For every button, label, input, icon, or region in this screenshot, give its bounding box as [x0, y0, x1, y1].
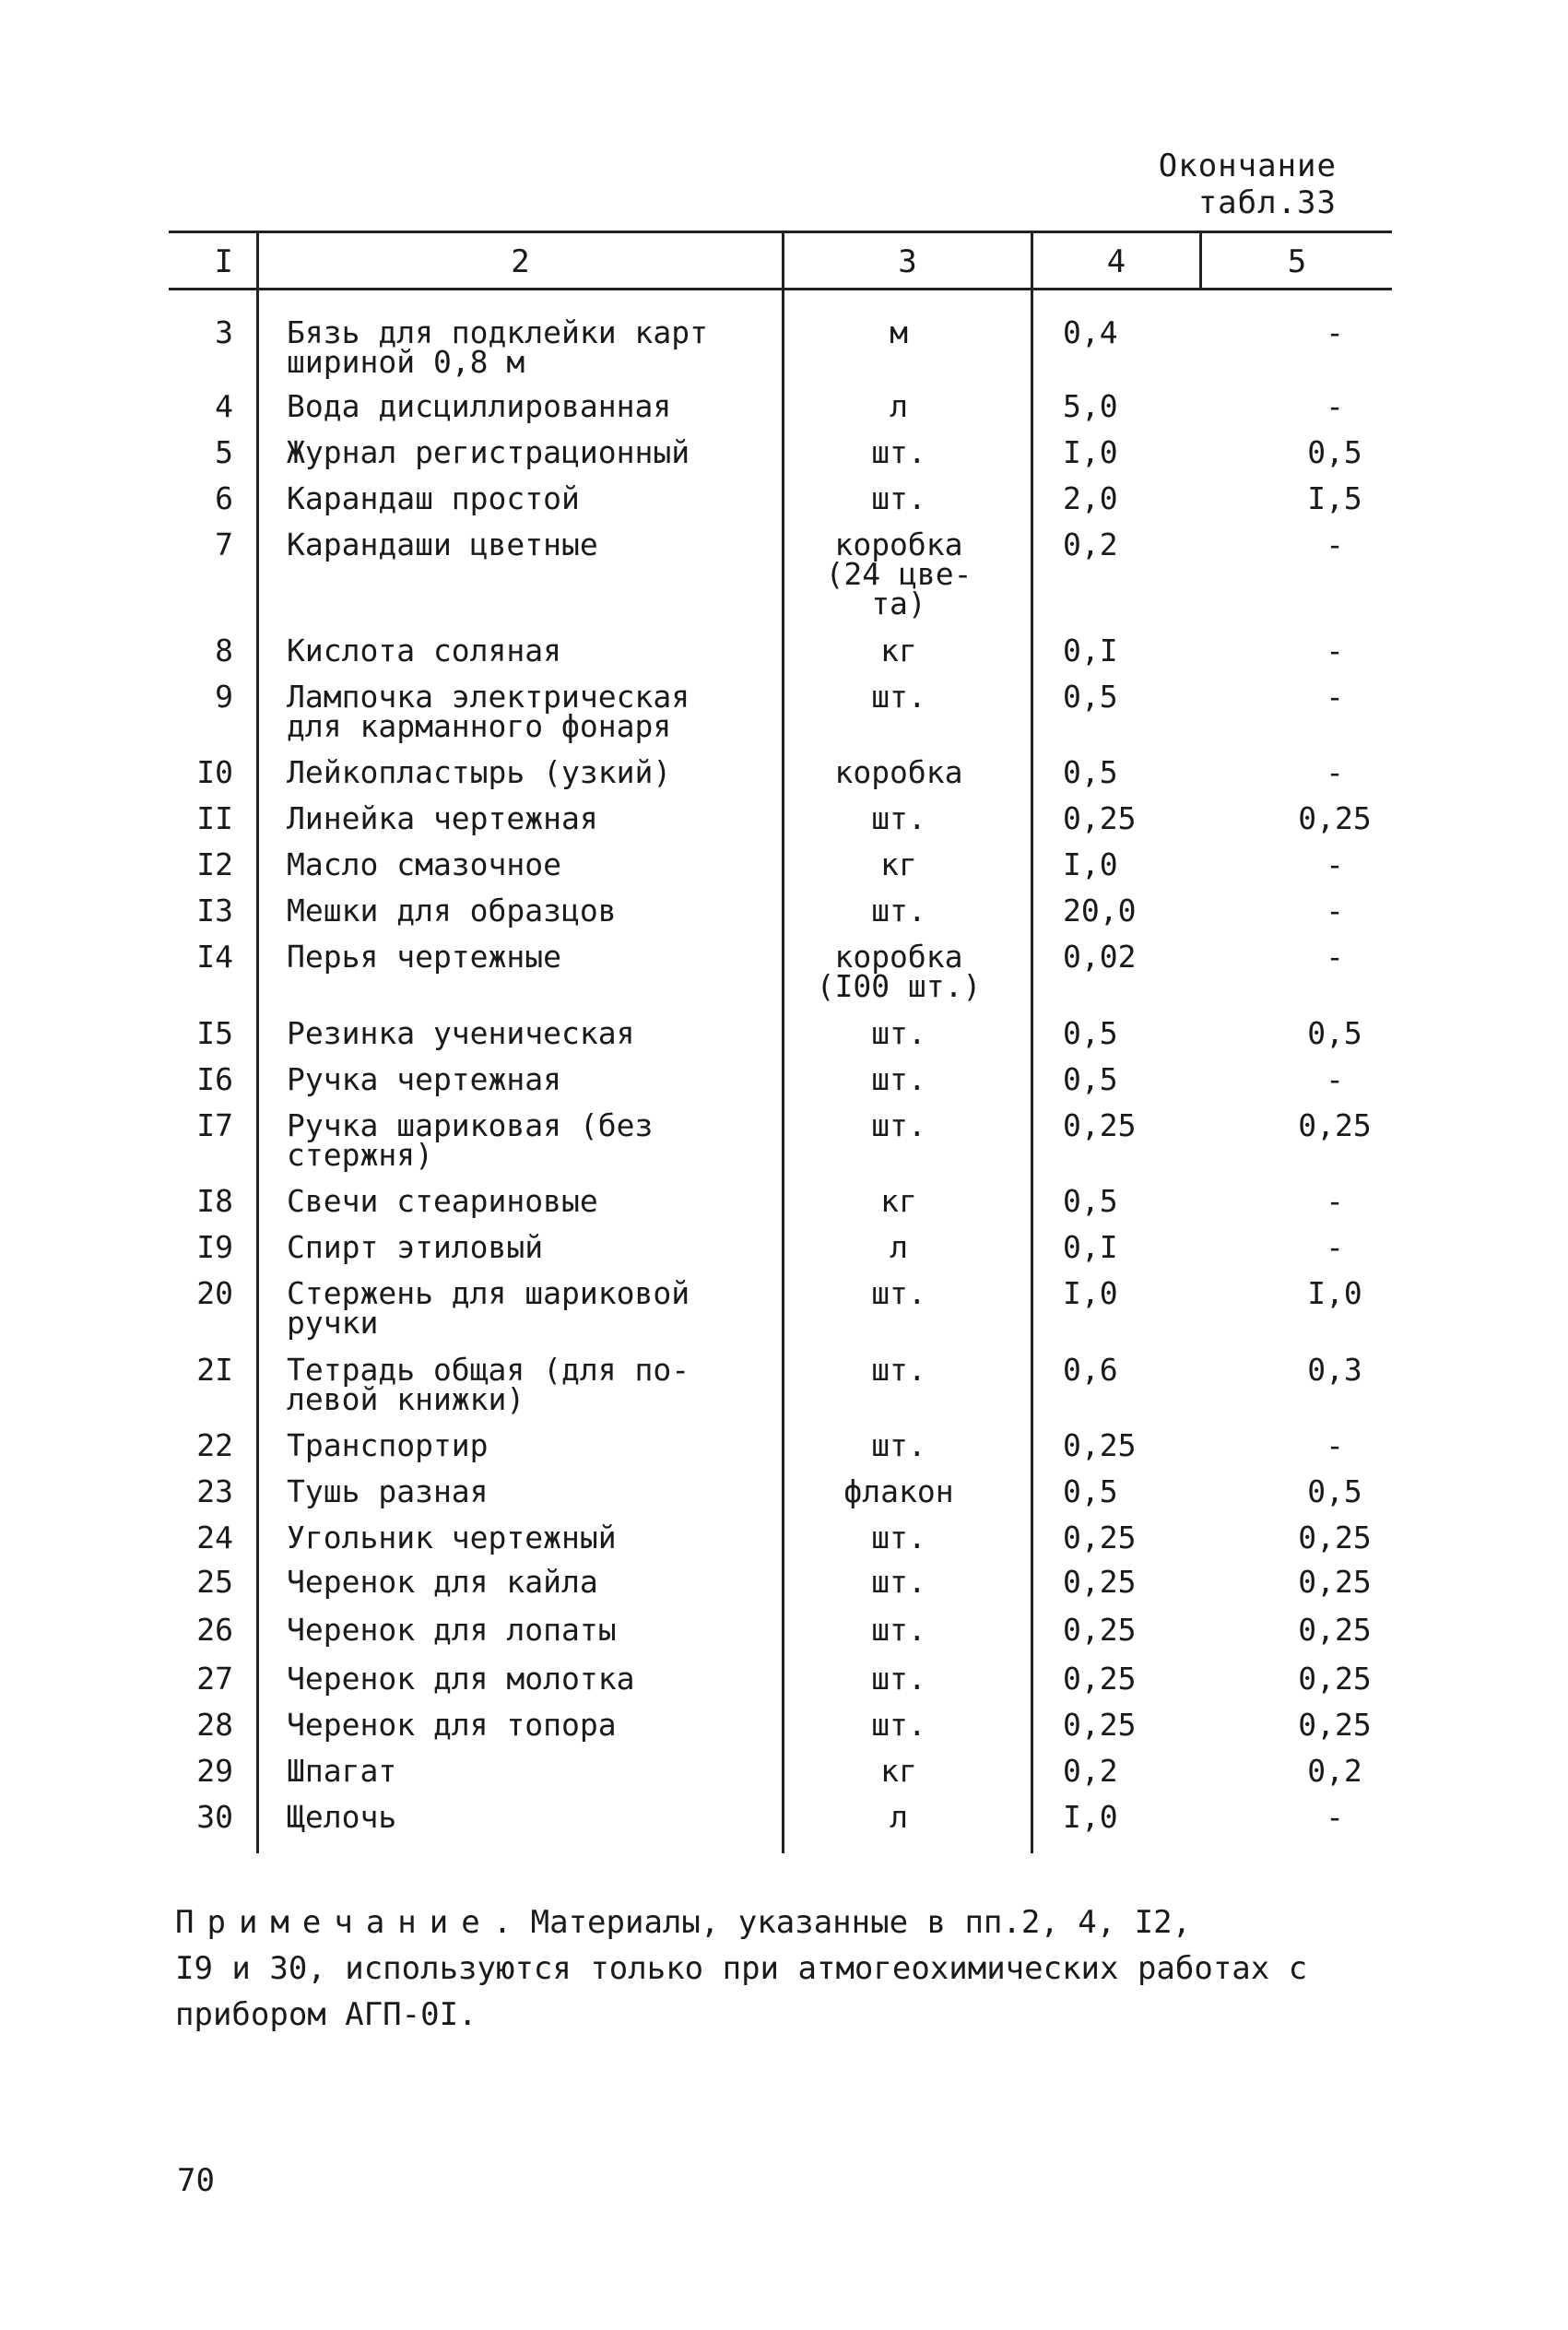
- quantity-col-5: -: [1326, 846, 1344, 882]
- row-number: I2: [196, 846, 233, 882]
- material-name: Лампочка электрическая для карманного фонаря: [287, 679, 690, 744]
- material-name: Карандаш простой: [287, 480, 580, 516]
- row-number: 23: [196, 1473, 233, 1509]
- row-number: I7: [196, 1107, 233, 1143]
- note-text-line-3: прибором АГП-0I.: [175, 1996, 477, 2033]
- quantity-col-5: 0,25: [1298, 1612, 1372, 1648]
- unit: шт.: [871, 679, 926, 715]
- quantity-col-4: I,0: [1063, 846, 1118, 882]
- unit: кг: [880, 633, 917, 668]
- page-number: 70: [177, 2162, 215, 2199]
- quantity-col-5: 0,25: [1298, 1707, 1372, 1743]
- material-name: Щелочь: [287, 1799, 397, 1835]
- unit: шт.: [871, 1275, 926, 1311]
- quantity-col-4: 0,5: [1063, 1015, 1118, 1051]
- quantity-col-4: I,0: [1063, 1799, 1118, 1835]
- quantity-col-5: -: [1326, 1229, 1344, 1265]
- unit: м: [890, 314, 908, 350]
- material-name: Перья чертежные: [287, 939, 562, 975]
- row-number: 8: [215, 633, 233, 668]
- unit: коробка (I00 шт.): [816, 939, 982, 1004]
- quantity-col-4: 0,4: [1063, 314, 1118, 350]
- quantity-col-4: 0,5: [1063, 754, 1118, 790]
- unit: шт.: [871, 800, 926, 836]
- quantity-col-4: 0,25: [1063, 1612, 1137, 1648]
- quantity-col-5: 0,25: [1298, 800, 1372, 836]
- quantity-col-4: 0,5: [1063, 1061, 1118, 1097]
- unit: коробка: [834, 754, 963, 790]
- quantity-col-4: 0,5: [1063, 1183, 1118, 1219]
- row-number: I5: [196, 1015, 233, 1051]
- header-col-3: 3: [898, 243, 917, 280]
- unit: шт.: [871, 1352, 926, 1388]
- material-name: Вода дисциллированная: [287, 388, 672, 424]
- material-name: Шпагат: [287, 1753, 397, 1789]
- material-name: Спирт этиловый: [287, 1229, 544, 1265]
- row-number: 5: [215, 434, 233, 470]
- quantity-col-5: 0,5: [1307, 1473, 1362, 1509]
- material-name: Свечи стеариновые: [287, 1183, 598, 1219]
- quantity-col-4: 5,0: [1063, 388, 1118, 424]
- unit: шт.: [871, 1612, 926, 1648]
- material-name: Резинка ученическая: [287, 1015, 635, 1051]
- quantity-col-5: 0,25: [1298, 1564, 1372, 1600]
- row-number: 20: [196, 1275, 233, 1311]
- material-name: Ручка чертежная: [287, 1061, 562, 1097]
- unit: шт.: [871, 1520, 926, 1555]
- row-number: 26: [196, 1612, 233, 1648]
- quantity-col-4: 20,0: [1063, 893, 1137, 928]
- quantity-col-5: -: [1326, 1183, 1344, 1219]
- material-name: Стержень для шариковой ручки: [287, 1275, 690, 1341]
- row-number: 22: [196, 1427, 233, 1463]
- unit: флакон: [843, 1473, 954, 1509]
- row-number: 25: [196, 1564, 233, 1600]
- quantity-col-4: 0,6: [1063, 1352, 1118, 1388]
- quantity-col-4: 0,5: [1063, 1473, 1118, 1509]
- material-name: Лейкопластырь (узкий): [287, 754, 672, 790]
- quantity-col-5: 0,5: [1307, 1015, 1362, 1051]
- column-divider-1: [256, 231, 259, 1853]
- header-col-1: I: [214, 243, 233, 280]
- quantity-col-4: I,0: [1063, 434, 1118, 470]
- unit: шт.: [871, 1061, 926, 1097]
- note-text-line-1: . Материалы, указанные в пп.2, 4, I2,: [492, 1904, 1192, 1941]
- unit: л: [890, 388, 908, 424]
- unit: кг: [880, 846, 917, 882]
- table-caption: Окончание табл.33: [1158, 148, 1337, 221]
- row-number: I4: [196, 939, 233, 975]
- row-number: I9: [196, 1229, 233, 1265]
- note-text-line-2: I9 и 30, используются только при атмогеохимических работах с: [175, 1950, 1308, 1987]
- quantity-col-5: -: [1326, 893, 1344, 928]
- quantity-col-5: 0,5: [1307, 434, 1362, 470]
- row-number: I6: [196, 1061, 233, 1097]
- quantity-col-5: -: [1326, 1799, 1344, 1835]
- unit: шт.: [871, 1707, 926, 1743]
- quantity-col-5: -: [1326, 314, 1344, 350]
- material-name: Черенок для лопаты: [287, 1612, 617, 1648]
- table-top-rule: [169, 231, 1392, 233]
- note: [175, 1899, 1346, 2038]
- header-col-4: 4: [1106, 243, 1126, 280]
- row-number: 29: [196, 1753, 233, 1789]
- unit: шт.: [871, 1015, 926, 1051]
- material-name: Транспортир: [287, 1427, 489, 1463]
- quantity-col-5: I,5: [1307, 480, 1362, 516]
- row-number: 9: [215, 679, 233, 715]
- row-number: 6: [215, 480, 233, 516]
- quantity-col-5: -: [1326, 754, 1344, 790]
- material-name: Карандаши цветные: [287, 526, 598, 562]
- quantity-col-4: 0,25: [1063, 1707, 1137, 1743]
- unit: л: [890, 1229, 908, 1265]
- unit: шт.: [871, 1564, 926, 1600]
- quantity-col-5: 0,25: [1298, 1520, 1372, 1555]
- table-header-rule: [169, 288, 1392, 290]
- row-number: I0: [196, 754, 233, 790]
- material-name: Черенок для топора: [287, 1707, 617, 1743]
- material-name: Черенок для кайла: [287, 1564, 598, 1600]
- material-name: Мешки для образцов: [287, 893, 617, 928]
- material-name: Угольник чертежный: [287, 1520, 617, 1555]
- quantity-col-4: 0,25: [1063, 1520, 1137, 1555]
- row-number: I3: [196, 893, 233, 928]
- unit: кг: [880, 1753, 917, 1789]
- quantity-col-5: 0,2: [1307, 1753, 1362, 1789]
- material-name: Журнал регистрационный: [287, 434, 690, 470]
- header-col-5: 5: [1287, 243, 1307, 280]
- material-name: Масло смазочное: [287, 846, 562, 882]
- quantity-col-4: 0,2: [1063, 1753, 1118, 1789]
- quantity-col-5: 0,25: [1298, 1661, 1372, 1697]
- unit: шт.: [871, 893, 926, 928]
- unit: коробка (24 цве- та): [825, 526, 973, 621]
- column-divider-3: [1031, 231, 1033, 1853]
- row-number: 4: [215, 388, 233, 424]
- unit: шт.: [871, 1661, 926, 1697]
- material-name: Ручка шариковая (без стержня): [287, 1107, 654, 1173]
- quantity-col-5: -: [1326, 1061, 1344, 1097]
- quantity-col-4: 0,5: [1063, 679, 1118, 715]
- material-name: Тушь разная: [287, 1473, 489, 1509]
- quantity-col-4: 0,2: [1063, 526, 1118, 562]
- quantity-col-4: 0,02: [1063, 939, 1137, 975]
- row-number: 24: [196, 1520, 233, 1555]
- quantity-col-4: 2,0: [1063, 480, 1118, 516]
- row-number: II: [196, 800, 233, 836]
- quantity-col-4: 0,25: [1063, 1564, 1137, 1600]
- quantity-col-4: 0,I: [1063, 1229, 1118, 1265]
- row-number: 30: [196, 1799, 233, 1835]
- quantity-col-5: -: [1326, 633, 1344, 668]
- unit: шт.: [871, 1427, 926, 1463]
- quantity-col-5: -: [1326, 388, 1344, 424]
- note-label: Примечание: [175, 1904, 493, 1941]
- row-number: I8: [196, 1183, 233, 1219]
- material-name: Тетрадь общая (для по- левой книжки): [287, 1352, 690, 1417]
- quantity-col-5: 0,3: [1307, 1352, 1362, 1388]
- row-number: 7: [215, 526, 233, 562]
- quantity-col-4: 0,I: [1063, 633, 1118, 668]
- quantity-col-5: -: [1326, 1427, 1344, 1463]
- row-number: 2I: [196, 1352, 233, 1388]
- quantity-col-5: -: [1326, 939, 1344, 975]
- unit: шт.: [871, 1107, 926, 1143]
- quantity-col-5: -: [1326, 679, 1344, 715]
- row-number: 27: [196, 1661, 233, 1697]
- quantity-col-4: I,0: [1063, 1275, 1118, 1311]
- material-name: Бязь для подклейки карт шириной 0,8 м: [287, 314, 708, 380]
- row-number: 3: [215, 314, 233, 350]
- unit: кг: [880, 1183, 917, 1219]
- quantity-col-5: -: [1326, 526, 1344, 562]
- column-divider-2: [782, 231, 784, 1853]
- unit: шт.: [871, 480, 926, 516]
- material-name: Кислота соляная: [287, 633, 562, 668]
- quantity-col-4: 0,25: [1063, 800, 1137, 836]
- unit: л: [890, 1799, 908, 1835]
- quantity-col-5: I,0: [1307, 1275, 1362, 1311]
- quantity-col-5: 0,25: [1298, 1107, 1372, 1143]
- material-name: Черенок для молотка: [287, 1661, 635, 1697]
- quantity-col-4: 0,25: [1063, 1107, 1137, 1143]
- unit: шт.: [871, 434, 926, 470]
- quantity-col-4: 0,25: [1063, 1427, 1137, 1463]
- material-name: Линейка чертежная: [287, 800, 598, 836]
- row-number: 28: [196, 1707, 233, 1743]
- header-col-2: 2: [511, 243, 530, 280]
- quantity-col-4: 0,25: [1063, 1661, 1137, 1697]
